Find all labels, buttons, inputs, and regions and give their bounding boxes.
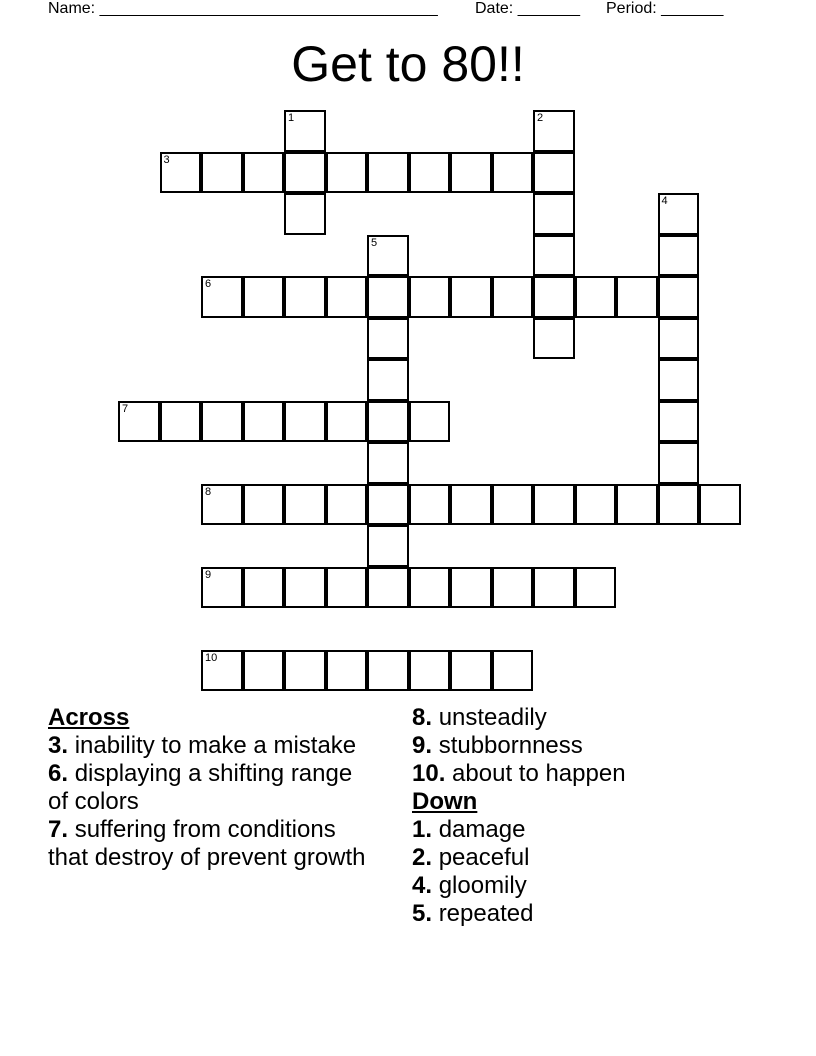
grid-cell[interactable] [243,567,285,609]
down-clue-4 [412,872,792,900]
grid-cell[interactable] [284,484,326,526]
grid-cell[interactable] [284,110,326,152]
clue-number: 2. [412,844,433,871]
across-clue-8 [412,704,792,732]
clue-text: displaying a shifting range of colors [48,760,353,815]
grid-cell[interactable] [367,152,409,194]
grid-cell[interactable] [409,650,451,692]
grid-cell[interactable] [533,318,575,360]
grid-cell[interactable] [367,442,409,484]
down-clue-5 [412,900,792,928]
grid-cell[interactable] [575,276,617,318]
clue-text: repeated [438,900,534,927]
name-field: Name: ______________________________________ [48,0,438,17]
grid-cell[interactable] [616,276,658,318]
cell-number: 3 [163,153,170,166]
grid-cell[interactable] [201,567,243,609]
cell-number: 5 [371,236,378,249]
grid-cell[interactable] [492,152,534,194]
clue-number: 1. [412,816,433,843]
grid-cell[interactable] [533,110,575,152]
date-field: Date: _______ [475,0,580,17]
clue-text: about to happen [452,760,626,787]
grid-cell[interactable] [160,152,202,194]
grid-cell[interactable] [450,152,492,194]
clue-text: stubbornness [438,732,583,759]
clue-text: suffering from conditions that destroy of prevent growth [48,816,366,871]
down-clue-1 [412,816,792,844]
grid-cell[interactable] [243,484,285,526]
clue-number: 3. [48,732,69,759]
grid-cell[interactable] [326,152,368,194]
clue-number: 9. [412,732,433,759]
clue-number: 7. [48,816,69,843]
grid-cell[interactable] [658,318,700,360]
grid-cell[interactable] [409,401,451,443]
grid-cell[interactable] [284,401,326,443]
grid-cell[interactable] [450,484,492,526]
clue-number: 5. [412,900,433,927]
grid-cell[interactable] [367,359,409,401]
clues-column-right [412,704,792,928]
grid-cell[interactable] [658,235,700,277]
cell-number: 8 [205,485,212,498]
clue-text: peaceful [438,844,530,871]
grid-cell[interactable] [160,401,202,443]
cell-number: 10 [205,651,218,664]
down-heading: Down [412,788,478,815]
grid-cell[interactable] [575,484,617,526]
grid-cell[interactable] [284,193,326,235]
across-clue-9 [412,732,792,760]
grid-cell[interactable] [284,567,326,609]
cell-number: 2 [537,112,544,124]
grid-cell[interactable] [492,484,534,526]
grid-cell[interactable] [201,484,243,526]
grid-cell[interactable] [409,484,451,526]
grid-cell[interactable] [326,401,368,443]
grid-cell[interactable] [367,567,409,609]
down-clue-2 [412,844,792,872]
grid-cell[interactable] [367,650,409,692]
grid-cell[interactable] [533,193,575,235]
cell-number: 9 [205,568,212,581]
clue-text: unsteadily [438,704,547,731]
grid-cell[interactable] [658,484,700,526]
grid-cell[interactable] [616,484,658,526]
cell-number: 7 [122,402,129,415]
grid-cell[interactable] [243,152,285,194]
grid-cell[interactable] [450,650,492,692]
grid-cell[interactable] [201,276,243,318]
clue-number: 8. [412,704,433,731]
grid-cell[interactable] [367,484,409,526]
grid-cell[interactable] [118,401,160,443]
grid-cell[interactable] [699,484,741,526]
grid-cell[interactable] [533,567,575,609]
grid-cell[interactable] [658,401,700,443]
grid-cell[interactable] [284,276,326,318]
across-clue-6 [48,760,378,816]
clue-text: gloomily [438,872,527,899]
grid-cell[interactable] [201,650,243,692]
grid-cell[interactable] [533,235,575,277]
grid-cell[interactable] [326,567,368,609]
grid-cell[interactable] [492,650,534,692]
grid-cell[interactable] [243,650,285,692]
across-clue-10 [412,760,792,788]
grid-cell[interactable] [533,484,575,526]
grid-cell[interactable] [243,401,285,443]
grid-cell[interactable] [367,235,409,277]
cell-number: 6 [205,278,212,290]
clue-text: damage [438,816,526,843]
grid-cell[interactable] [658,442,700,484]
grid-cell[interactable] [409,152,451,194]
grid-cell[interactable] [243,276,285,318]
grid-cell[interactable] [326,276,368,318]
grid-cell[interactable] [658,193,700,235]
grid-cell[interactable] [367,318,409,360]
period-field: Period: _______ [606,0,724,17]
grid-cell[interactable] [575,567,617,609]
clue-number: 10. [412,760,446,787]
grid-cell[interactable] [533,276,575,318]
grid-cell[interactable] [450,276,492,318]
across-clue-7 [48,816,378,872]
clue-number: 6. [48,760,69,787]
grid-cell[interactable] [533,152,575,194]
grid-cell[interactable] [284,650,326,692]
grid-cell[interactable] [492,276,534,318]
grid-cell[interactable] [658,359,700,401]
grid-cell[interactable] [367,525,409,567]
grid-cell[interactable] [284,152,326,194]
clue-text: inability to make a mistake [74,732,357,759]
grid-cell[interactable] [201,152,243,194]
grid-cell[interactable] [409,567,451,609]
grid-cell[interactable] [367,401,409,443]
grid-cell[interactable] [658,276,700,318]
grid-cell[interactable] [367,276,409,318]
grid-cell[interactable] [201,401,243,443]
page-title: Get to 80!! [291,36,525,92]
cell-number: 4 [661,195,668,207]
cell-number: 1 [288,112,295,124]
grid-cell[interactable] [326,650,368,692]
clues-column-left [48,704,378,872]
clue-number: 4. [412,872,433,899]
grid-cell[interactable] [326,484,368,526]
across-heading: Across [48,704,130,731]
grid-cell[interactable] [492,567,534,609]
across-clue-3 [48,732,378,760]
grid-cell[interactable] [450,567,492,609]
grid-cell[interactable] [409,276,451,318]
